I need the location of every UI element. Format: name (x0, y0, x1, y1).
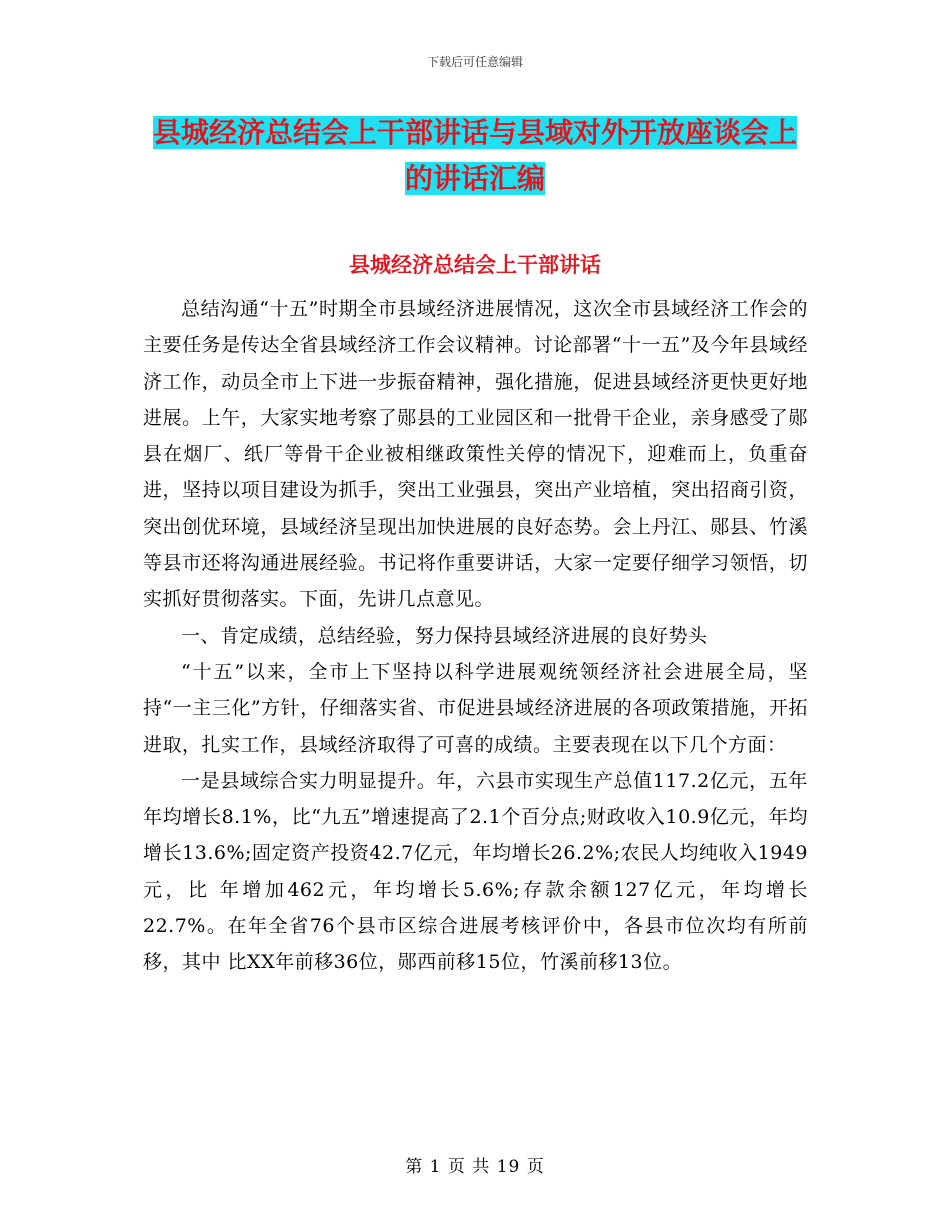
document-title-line-2: 的讲话汇编 (404, 162, 545, 195)
header-note: 下载后可任意编辑 (426, 55, 523, 69)
document-title-line-1: 县城经济总结会上干部讲话与县域对外开放座谈会上 (152, 116, 797, 149)
paragraph-intro: 总结沟通“十五”时期全市县域经济进展情况，这次全市县域经济工作会的主要任务是传达全省县域经济工作会议精神。讨论部署“十一五”及今年县域经济工作，动员全市上下进一步振奋精神，强化措施，促进县域经济更快更好地进展。上午，大家实地考察了郧县的工业园区和一批骨干企业，亲身感受了郧县在烟厂、纸厂等骨干企业被相继政策性关停的情况下，迎难而上，负重奋进，坚持以项目建设为抓手，突出工业强县，突出产业培植，突出招商引资，突出创优环境，县域经济呈现出加快进展的良好态势。会上丹江、郧县、竹溪等县市还将沟通进展经验。书记将作重要讲话，大家一定要仔细学习领悟，切实抓好贯彻落实。下面，先讲几点意见。 (143, 298, 808, 611)
document-title (130, 110, 820, 202)
paragraph-heading-1: 一、肯定成绩，总结经验，努力保持县域经济进展的良好势头 (181, 624, 708, 647)
page-footer: 第 1 页 共 19 页 (405, 1157, 545, 1177)
section-title: 县城经济总结会上干部讲话 (349, 253, 601, 277)
paragraph-achievements: “十五”以来，全市上下坚持以科学进展观统领经济社会进展全局，坚持“一主三化”方针，仔细落实省、市促进县域经济进展的各项政策措施，开拓进取，扎实工作，县域经济取得了可喜的成绩。主要表现在以下几个方面： (143, 660, 808, 756)
paragraph-strength: 一是县域综合实力明显提升。年，六县市实现生产总值117.2亿元，五年年均增长8.1%，比“九五”增速提高了2.1个百分点;财政收入10.9亿元，年均增长13.6%;固定资产投资42.7亿元，年均增长26.2%;农民人均纯收入1949元，比 年增加462元，年均增长5.6%;存款余额127亿元，年均增长22.7%。在年全省76个县市区综合进展考核评价中，各县市位次均有所前移，其中 比XX年前移36位，郧西前移15位，竹溪前移13位。 (143, 769, 808, 974)
body-text (143, 291, 808, 981)
